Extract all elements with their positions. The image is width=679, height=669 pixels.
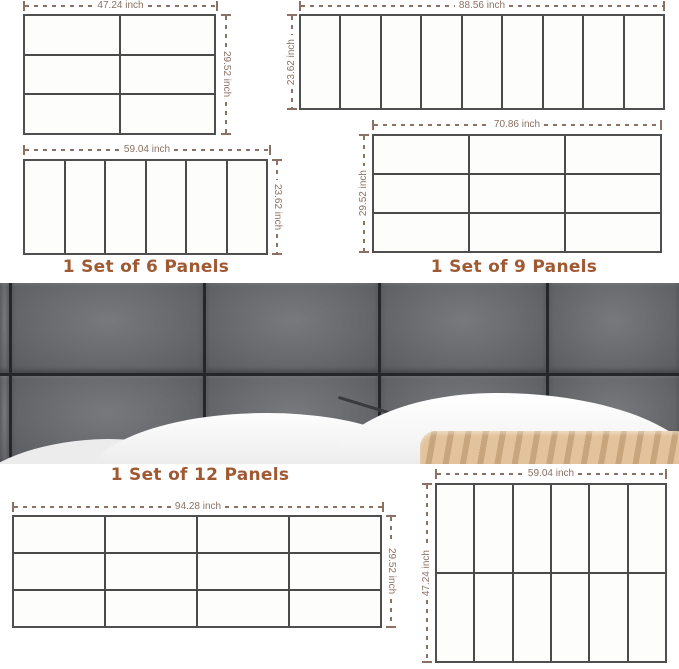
height-dimension-line bbox=[385, 515, 397, 628]
headboard-panel bbox=[0, 283, 9, 373]
panel-cell bbox=[106, 591, 196, 626]
headboard-panel bbox=[206, 283, 378, 373]
width-dimension-label: 47.24 inch bbox=[97, 0, 144, 11]
width-dimension-label: 59.04 inch bbox=[123, 144, 171, 155]
panel-cell bbox=[552, 574, 588, 661]
panel-cell bbox=[66, 161, 105, 253]
panel-cell bbox=[121, 56, 215, 94]
panel-cell bbox=[514, 574, 550, 661]
dimension-end-tick bbox=[422, 661, 432, 663]
height-dimension-label: 23.62 inch bbox=[286, 38, 297, 86]
dimension-dashes bbox=[291, 89, 293, 108]
width-dimension-line bbox=[12, 502, 384, 512]
dimension-dashes bbox=[25, 5, 93, 7]
width-dimension-line bbox=[23, 1, 218, 11]
caption-12-panels: 1 Set of 12 Panels bbox=[110, 465, 290, 485]
dimension-dashes bbox=[509, 5, 663, 7]
panel-cell bbox=[544, 16, 582, 108]
panel-cell bbox=[470, 136, 564, 173]
panel-cell bbox=[341, 16, 379, 108]
caption-6-panels: 1 Set of 6 Panels bbox=[62, 257, 230, 277]
panel-cell bbox=[382, 16, 420, 108]
dimension-dashes bbox=[276, 234, 278, 253]
panel-cell bbox=[121, 95, 215, 133]
panel-grid-6x2 bbox=[435, 483, 667, 663]
panel-cell bbox=[228, 161, 267, 253]
panel-cell bbox=[25, 95, 119, 133]
dimension-dashes bbox=[426, 600, 428, 661]
panel-cell bbox=[25, 56, 119, 94]
tan-pleated-pillow bbox=[420, 431, 679, 464]
panel-cell bbox=[106, 161, 145, 253]
panel-cell bbox=[14, 517, 104, 552]
dimension-dashes bbox=[276, 161, 278, 180]
width-dimension-label: 70.86 inch bbox=[493, 119, 541, 130]
height-dimension-label: 23.62 inch bbox=[272, 183, 283, 231]
caption-9-panels: 1 Set of 9 Panels bbox=[430, 257, 598, 277]
headboard-panel bbox=[549, 283, 679, 373]
height-dimension-label: 29.52 inch bbox=[386, 548, 397, 595]
width-dimension-line bbox=[299, 1, 665, 11]
panel-cell bbox=[14, 554, 104, 589]
panel-cell bbox=[475, 485, 511, 572]
panel-cell bbox=[374, 136, 468, 173]
dimension-dashes bbox=[363, 221, 365, 251]
height-dimension-line bbox=[421, 483, 433, 663]
width-dimension-line bbox=[372, 120, 662, 130]
height-dimension-label: 29.52 inch bbox=[358, 170, 369, 217]
dimension-dashes bbox=[301, 5, 455, 7]
panel-cell bbox=[475, 574, 511, 661]
panel-cell bbox=[590, 574, 626, 661]
dimension-dashes bbox=[426, 485, 428, 546]
width-dimension-line bbox=[23, 145, 271, 155]
width-dimension-label: 59.04 inch bbox=[527, 468, 575, 479]
headboard-panel bbox=[12, 283, 203, 373]
width-dimension-label: 94.28 inch bbox=[174, 501, 222, 512]
panel-cell bbox=[552, 485, 588, 572]
panel-grid-3x3 bbox=[372, 134, 662, 253]
headboard-panel bbox=[381, 283, 546, 373]
dimension-dashes bbox=[25, 149, 120, 151]
dimension-dashes bbox=[225, 16, 227, 47]
dimension-end-tick bbox=[272, 253, 282, 255]
height-dimension-line bbox=[271, 159, 283, 255]
panel-cell bbox=[629, 574, 665, 661]
panel-cell bbox=[470, 175, 564, 212]
dimension-end-tick bbox=[663, 1, 665, 11]
dimension-end-tick bbox=[382, 502, 384, 512]
panel-cell bbox=[187, 161, 226, 253]
panel-cell bbox=[470, 214, 564, 251]
height-dimension-line bbox=[286, 14, 298, 110]
panel-cell bbox=[290, 517, 380, 552]
panel-cell bbox=[514, 485, 550, 572]
dimension-end-tick bbox=[386, 626, 396, 628]
dimension-dashes bbox=[544, 124, 660, 126]
panel-cell bbox=[121, 16, 215, 54]
panel-cell bbox=[625, 16, 663, 108]
width-dimension-label: 88.56 inch bbox=[458, 0, 506, 11]
dimension-dashes bbox=[225, 102, 227, 133]
panel-grid-6x1 bbox=[23, 159, 268, 255]
panel-cell bbox=[463, 16, 501, 108]
height-dimension-line bbox=[220, 14, 232, 135]
panel-cell bbox=[374, 175, 468, 212]
panel-cell bbox=[290, 554, 380, 589]
panel-cell bbox=[198, 554, 288, 589]
height-dimension-label: 47.24 inch bbox=[421, 549, 432, 597]
dimension-dashes bbox=[390, 599, 392, 626]
panel-cell bbox=[629, 485, 665, 572]
headboard-panel bbox=[0, 376, 9, 464]
panel-cell bbox=[584, 16, 622, 108]
dimension-dashes bbox=[363, 136, 365, 166]
dimension-end-tick bbox=[287, 108, 297, 110]
dimension-dashes bbox=[578, 473, 665, 475]
height-dimension-line bbox=[358, 134, 370, 253]
dimension-end-tick bbox=[269, 145, 271, 155]
panel-cell bbox=[106, 517, 196, 552]
panel-cell bbox=[374, 214, 468, 251]
dimension-end-tick bbox=[359, 251, 369, 253]
dimension-dashes bbox=[148, 5, 216, 7]
panel-cell bbox=[106, 554, 196, 589]
dimension-end-tick bbox=[221, 133, 231, 135]
panel-cell bbox=[566, 136, 660, 173]
panel-cell bbox=[422, 16, 460, 108]
dimension-end-tick bbox=[660, 120, 662, 130]
headboard-photo bbox=[0, 283, 679, 464]
dimension-end-tick bbox=[665, 469, 667, 479]
dimension-dashes bbox=[390, 517, 392, 544]
dimension-dashes bbox=[14, 506, 171, 508]
dimension-dashes bbox=[225, 506, 382, 508]
panel-cell bbox=[503, 16, 541, 108]
panel-cell bbox=[25, 161, 64, 253]
height-dimension-label: 29.52 inch bbox=[221, 51, 232, 98]
dimension-dashes bbox=[437, 473, 524, 475]
panel-cell bbox=[198, 517, 288, 552]
width-dimension-line bbox=[435, 469, 667, 479]
panel-cell bbox=[198, 591, 288, 626]
dimension-dashes bbox=[374, 124, 490, 126]
panel-cell bbox=[25, 16, 119, 54]
panel-cell bbox=[14, 591, 104, 626]
dimension-dashes bbox=[174, 149, 269, 151]
panel-cell bbox=[566, 214, 660, 251]
panel-grid-2x3 bbox=[23, 14, 216, 135]
panel-cell bbox=[566, 175, 660, 212]
panel-cell bbox=[290, 591, 380, 626]
panel-grid-4x3 bbox=[12, 515, 382, 628]
panel-cell bbox=[147, 161, 186, 253]
panel-grid-9x1 bbox=[299, 14, 665, 110]
panel-cell bbox=[301, 16, 339, 108]
dimension-end-tick bbox=[216, 1, 218, 11]
dimension-dashes bbox=[291, 16, 293, 35]
panel-cell bbox=[437, 485, 473, 572]
panel-cell bbox=[437, 574, 473, 661]
panel-cell bbox=[590, 485, 626, 572]
